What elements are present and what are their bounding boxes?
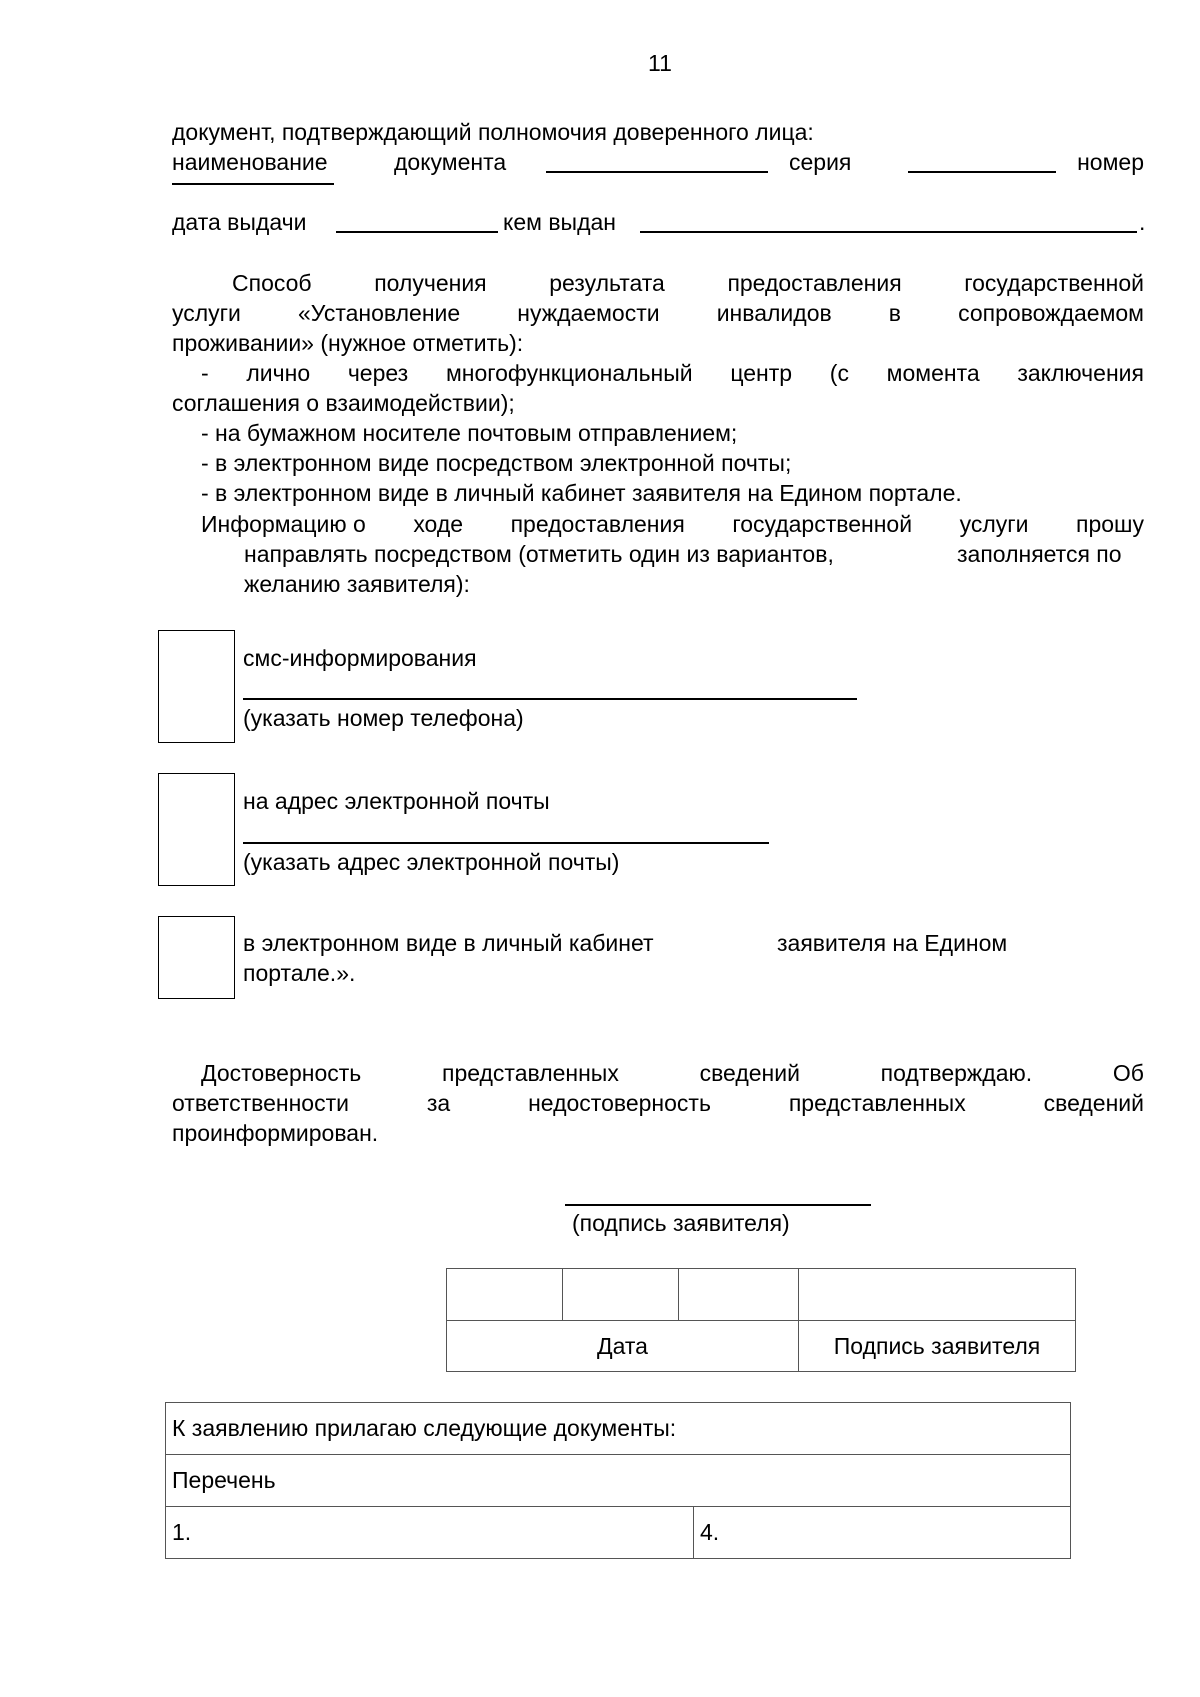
option-1-word: лично (246, 360, 311, 386)
info-line-1-word: предоставления (510, 511, 685, 537)
method-line-1-word: предоставления (727, 270, 902, 296)
info-line-3: желанию заявителя): (244, 571, 470, 597)
proxy-name-label-2: документа (394, 149, 507, 175)
attachments-list-label: Перечень (166, 1455, 1071, 1507)
info-line-2b: заполняется по (957, 541, 1122, 567)
proxy-name-blank[interactable] (546, 171, 768, 173)
option-1-word: центр (730, 360, 793, 386)
date-day-cell[interactable] (447, 1269, 563, 1321)
confirm-line-1-word: представленных (441, 1060, 619, 1086)
portal-label-line-2: портале.». (243, 960, 356, 986)
option-1-word: заключения (1017, 360, 1144, 386)
info-line-1-word: Информацию о (201, 511, 366, 537)
signature-caption: (подпись заявителя) (572, 1210, 790, 1236)
confirm-line-3: проинформирован. (172, 1120, 379, 1146)
info-line-1-word: ходе (413, 511, 464, 537)
proxy-issue-row (172, 207, 1144, 237)
info-line-1-word: услуги (959, 511, 1029, 537)
method-line-2-word: инвалидов (716, 300, 832, 326)
proxy-series-label: серия (789, 149, 852, 175)
confirm-line-2 (172, 1088, 1144, 1118)
method-line-2-word: в (888, 300, 902, 326)
info-line-1 (201, 509, 1144, 539)
method-line-2-word: сопровождаемом (958, 300, 1144, 326)
info-line-1-word: прошу (1076, 511, 1144, 537)
confirm-line-2-word: недостоверность (528, 1090, 711, 1116)
sms-checkbox[interactable] (158, 630, 235, 743)
applicant-signature-cell[interactable] (799, 1269, 1076, 1321)
method-line-2-word: «Установление (298, 300, 461, 326)
proxy-intro: документ, подтверждающий полномочия доверенного лица: (172, 119, 814, 145)
option-1-word: - (201, 360, 209, 386)
sms-label: смс-информирования (243, 645, 477, 671)
method-line-3: проживании» (нужное отметить): (172, 330, 524, 356)
confirm-line-1-word: сведений (699, 1060, 800, 1086)
email-label: на адрес электронной почты (243, 788, 550, 814)
option-1-word: через (347, 360, 409, 386)
signature-label: Подпись заявителя (799, 1321, 1076, 1372)
proxy-series-blank[interactable] (908, 171, 1056, 173)
confirm-line-1 (201, 1058, 1144, 1088)
method-option-3: - в электронном виде посредством электронной почты; (201, 450, 792, 476)
method-line-1-word: государственной (964, 270, 1144, 296)
attachment-item-4[interactable]: 4. (694, 1507, 1071, 1559)
email-hint: (указать адрес электронной почты) (243, 849, 620, 875)
confirm-line-1-word: подтверждаю. (880, 1060, 1033, 1086)
confirm-line-1-word: Об (1112, 1060, 1144, 1086)
option-1-word: (с (829, 360, 849, 386)
attachments-table (165, 1402, 1071, 1559)
page-number: 11 (648, 50, 672, 76)
info-line-2a: направлять посредством (отметить один из вариантов, (244, 541, 834, 567)
proxy-issue-date-blank[interactable] (336, 231, 498, 233)
confirm-line-1-word: Достоверность (201, 1060, 362, 1086)
option-1-word: многофункциональный (445, 360, 693, 386)
date-label: Дата (447, 1321, 799, 1372)
method-line-1-word: результата (549, 270, 665, 296)
option-1-word: момента (886, 360, 980, 386)
proxy-document-name-row (172, 147, 1144, 177)
email-address-field[interactable] (243, 812, 769, 844)
method-line-2-word: нуждаемости (517, 300, 660, 326)
proxy-number-label: номер (1077, 149, 1144, 175)
method-option-2: - на бумажном носителе почтовым отправлением; (201, 420, 738, 446)
method-line-1-word: Способ (232, 270, 312, 296)
portal-label-part-2: заявителя на Едином (777, 930, 1008, 956)
portal-checkbox[interactable] (158, 916, 235, 999)
confirm-line-2-word: сведений (1043, 1090, 1144, 1116)
phone-hint: (указать номер телефона) (243, 705, 524, 731)
confirm-line-2-word: за (426, 1090, 451, 1116)
confirm-line-2-word: представленных (788, 1090, 966, 1116)
method-option-1-line-2: соглашения о взаимодействии); (172, 390, 515, 416)
proxy-name-label-1: наименование (172, 149, 328, 175)
proxy-issued-by-blank[interactable] (640, 231, 1137, 233)
phone-number-field[interactable] (243, 668, 857, 700)
proxy-number-blank[interactable] (172, 183, 334, 185)
method-line-2-word: услуги (172, 300, 241, 326)
proxy-issued-by-label: кем выдан (503, 209, 616, 235)
method-line-1 (232, 268, 1144, 298)
attachment-item-1[interactable]: 1. (166, 1507, 694, 1559)
date-signature-table (446, 1268, 1076, 1372)
signature-field[interactable] (565, 1178, 871, 1206)
method-line-1-word: получения (374, 270, 487, 296)
info-line-1-word: государственной (732, 511, 913, 537)
date-year-cell[interactable] (679, 1269, 799, 1321)
proxy-issue-date-label: дата выдачи (172, 209, 307, 235)
method-option-4: - в электронном виде в личный кабинет заявителя на Едином портале. (201, 480, 962, 506)
confirm-line-2-word: ответственности (172, 1090, 349, 1116)
info-line-2 (244, 539, 1144, 569)
date-month-cell[interactable] (563, 1269, 679, 1321)
proxy-period: . (1139, 209, 1146, 235)
portal-label-part-1: в электронном виде в личный кабинет (243, 930, 654, 956)
attachments-header: К заявлению прилагаю следующие документы: (166, 1403, 1071, 1455)
method-option-1-line-1 (201, 358, 1144, 388)
email-checkbox[interactable] (158, 773, 235, 886)
method-line-2 (172, 298, 1144, 328)
